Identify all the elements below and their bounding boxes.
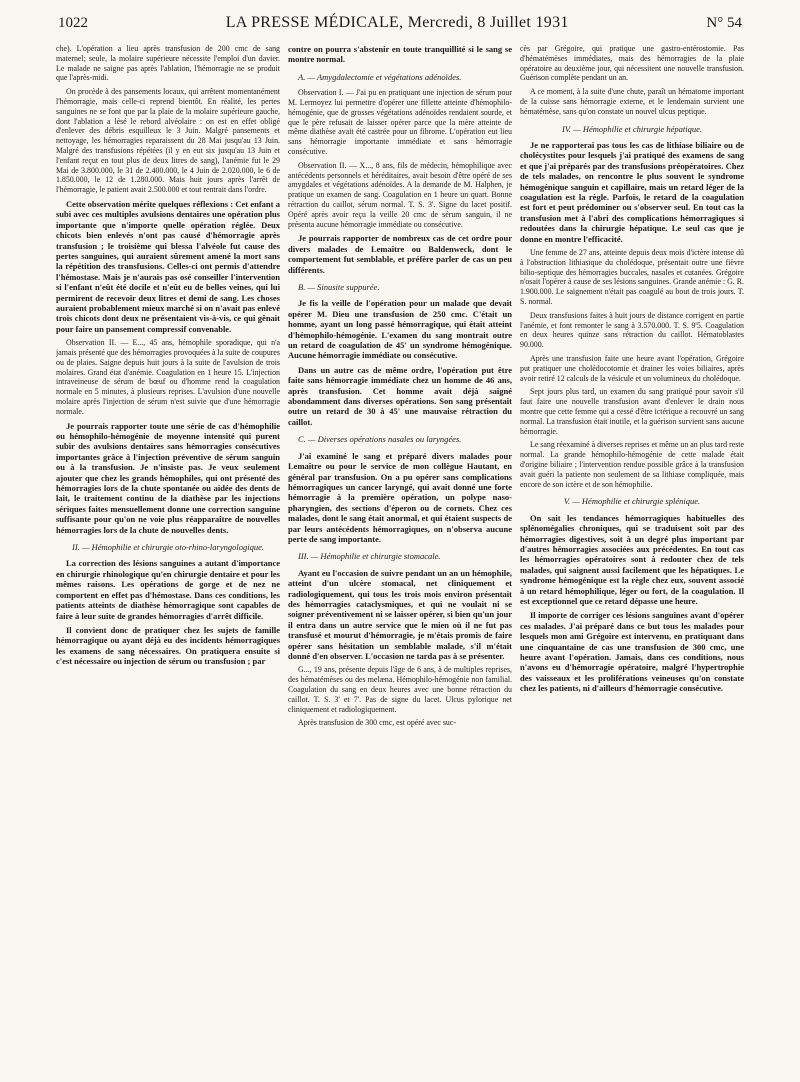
column-left <box>56 44 280 1074</box>
paragraph: cès par Grégoire, qui pratique une gastro-entérostomie. Pas d'hématémèses immédiates, mais des hémorragies de la plaie opératoire au deuxième jour, qui nécessitent une nouvelle transfusion. Guérison complète pendant un an. <box>520 44 744 83</box>
observation: G..., 19 ans, présente depuis l'âge de 6 ans, à de multiples reprises, des hématémèses ou des melæna. Hémophilo-hémogénie non familial. Coagulation du sang en deux heures avec une bonne rétraction du caillot. T. S. 3' et 7'. Pas de signe du lacet. Ulcus pylorique net cliniquement et radiologiquement. <box>288 665 512 714</box>
paragraph: che). L'opération a lieu après transfusion de 200 cmc de sang maternel; seule, la molaire supérieure nécessite l'emploi d'un davier. Le malade ne saigne pas après l'ablation, l'hémorragie ne se produit que l'après-midi. <box>56 44 280 83</box>
section-heading: IV. — Hémophilie et chirurgie hépatique. <box>562 123 702 134</box>
paragraph: On procède à des pansements locaux, qui arrêtent momentanément l'hémorragie, mais celle-ci reprend bientôt. En réalité, les pertes sanguines ne se font que par la plaie de la molaire supérieure gauche, dont l'ablation a lésé le rebord alvéolaire : on est en effet obligé d'enlever des débris esquilleux le 3 Juin. Malgré pansements et nettoyage, les hémorragies reparaissent du 28 Mai jusqu'au 13 Juin. Malgré des transfusions répétées (il y en eut six jusqu'au 13 Juin et l'enfant reçut en tout plus de deux litres de sang), l'anémie fut le 29 Mai de 3.800.000, le 31 de 2.400.000, le 4 Juin de 2.020.000, le 6 de 1.850.000, le 12 de 1.280.000. Mais huit jours après l'arrêt de l'hémorragie, le patient avait 2.500.000 et tout rentrait dans l'ordre. <box>56 87 280 195</box>
paragraph: A ce moment, à la suite d'une chute, paraît un hématome important de la cuisse sans hémorragie externe, et le lendemain survient une hématémèse, sans qu'on constate un nouvel ulcus peptique. <box>520 87 744 116</box>
observation: Observation II. — E..., 45 ans, hémophile sporadique, qui n'a jamais présenté que des hémorragies provoquées à la suite de coupures ou de plaies. Saigne depuis huit jours à la suite de l'avulsion de trois molaires. Grand état d'anémie. Coagulation en 1 heure 15. L'injection intraveineuse de sérum de bœuf ou d'homme rend la coagulation normale en 5 minutes, à plusieurs reprises. L'avulsion d'une nouvelle molaire après l'injection de sérum n'est suivie que d'une hémorragie normale. <box>56 338 280 416</box>
page-header <box>58 14 742 36</box>
section-heading: A. — Amygdalectomie et végétations adénoïdes. <box>298 71 462 82</box>
article-columns <box>56 44 744 1074</box>
observation: Après une transfusion faite une heure avant l'opération, Grégoire put pratiquer une cholédocotomie et drainer les voies biliaires, après avoir retiré 12 calculs de la vésicule et un volumineux du cholédoque. <box>520 354 744 383</box>
paragraph: Il importe de corriger ces lésions sanguines avant d'opérer ces malades. J'ai préparé dans ce but tous les malades pour lesquels mon ami Grégoire est intervenu, en pratiquant dans une cinquantaine de cas une transfusion de 300 cmc, une heure avant l'opération. Jamais, dans ces conditions, nous n'avons eu d'hémorragie opératoire, malgré l'hypertrophie des vaisseaux et les proliférations veineuses qu'on constate chez les patients, ni d'ailleurs d'hémorragie consécutive. <box>520 610 744 694</box>
paragraph: On sait les tendances hémorragiques habituelles des splénomégalies chroniques, qui se traduisent soit par des hémorragies digestives, soit à un degré plus important par d'autres hémorragies associées aux précédentes. En tout cas les hémorragies opératoires sont à redouter chez de tels malades, qui saignent aussi facilement que les hépatiques. Le syndrome hémogénique est la règle chez eux, souvent associé à un retard hémophilique, léger ou fort, de la coagulation. Il est exceptionnel que ce retard dépasse une heure. <box>520 512 744 607</box>
observation: Observation I. — J'ai pu en pratiquant une injection de sérum pour M. Lermoyez lui permettre d'opérer une fillette atteinte d'hémophilo-hémogénie, que de grosses végétations adénoïdes rendaient sourde, et que le père refusait de laisser opérer parce que la mère atteinte de même diathèse avait été castrée pour un fibrome. L'opération eut lieu sans hémorragie importante immédiate et sans hémorragie consécutive. <box>288 88 512 156</box>
paragraph: Cette observation mérite quelques réflexions : Cet enfant a subi avec ces multiples avulsions dentaires une opération plus importante que n'importe quelle opération réglée. Deux chicots bien enlevés n'ont pas causé d'hémorragie après transfusion ; le troisième qui blessa l'alvéole fut cause des pertes sanguines, qui auraient sûrement amené la mort sans la répétition des transfusions. Celles-ci ont permis d'attendre l'hémostase. Mais je n'aurais pas osé conseiller l'intervention si l'enfant n'eût été docile et n'eût eu de belles veines, qui lui permirent de recevoir deux litres et demi de sang. Les choses auraient probablement mieux marché si on n'avait pas enlevé trois chicots dont deux ne présentaient vis-à-vis, ce qui gênait pour faire un pansement compressif convenable. <box>56 198 280 334</box>
column-right <box>520 44 744 1074</box>
issue-number: N° 54 <box>706 15 742 31</box>
paragraph: Après transfusion de 300 cmc, est opéré avec suc- <box>298 718 456 728</box>
section-heading: C. — Diverses opérations nasales ou laryngées. <box>298 434 462 445</box>
paragraph: Je ne rapporterai pas tous les cas de lithiase biliaire ou de cholécystites pour lesquels j'ai pratiqué des examens de sang et que j'ai préparés par des transfusions préopératoires. Chez de tels malades, on rencontre le plus souvent le syndrome hémogénique sanguin et capillaire, mais un retard léger de la coagulation est la règle. Parfois, le retard de la coagulation est fort et peut prédominer ou s'observer seul. En tout cas la transfusion met à l'abri des complications hémorragiques si redoutées dans la chirurgie hépatique. Le seul cas que je donne en montre l'efficacité. <box>520 139 744 244</box>
observation: Sept jours plus tard, un examen du sang pratiqué pour savoir s'il faut faire une nouvelle transfusion avant d'enlever le drain nous montre que cette femme qui a cessé d'être ictérique a recouvré un sang normal. La transfusion était inutile, et la guérison survient sans aucune hémorragie. <box>520 387 744 436</box>
journal-title: LA PRESSE MÉDICALE, Mercredi, 8 Juillet 1931 <box>225 14 569 31</box>
paragraph: Ayant eu l'occasion de suivre pendant un an un hémophile, atteint d'un ulcère stomacal, net cliniquement et radiologiquement, qui tous les trois mois environ présentait des hémorragies cataclysmiques, et qui ne voulait ni se soigner préventivement ni se laisser opérer, si bien qu'un jour il entra dans un autre service que le mien où il ne fut pas transfusé et mourut d'hémorragie, je m'étais promis de faire opérer sans hésitation un semblable malade, s'il m'était donné d'en observer. L'occasion ne tarda pas à se présenter. <box>288 567 512 661</box>
section-heading: B. — Sinusite suppurée. <box>298 282 380 292</box>
paragraph: Dans un autre cas de même ordre, l'opération put être faite sans hémorragie immédiate chez un homme de 46 ans, après transfusion. Cet homme avait déjà saigné abondamment dans diverses opérations. Son sang présentait outre un retard de 30 à 45' une mauvaise rétraction du caillot. <box>288 364 512 427</box>
paragraph: Je pourrais rapporter de nombreux cas de cet ordre pour divers malades de Lemaître ou Baldenweck, dont le comportement fut semblable, et préfère parler de cas un peu différents. <box>288 233 512 275</box>
section-heading: III. — Hémophilie et chirurgie stomacale. <box>298 551 441 562</box>
section-heading: V. — Hémophilie et chirurgie splénique. <box>563 496 701 507</box>
paragraph: contre on pourra s'abstenir en toute tranquillité si le sang se montre normal. <box>288 44 512 65</box>
section-heading: II. — Hémophilie et chirurgie oto-rhino-laryngologique. <box>72 542 264 553</box>
paragraph: J'ai examiné le sang et préparé divers malades pour Lemaître ou pour le service de mon collègue Hautant, en général par transfusion. On a pu opérer sans complications hémorragiques un cancer laryngé, qui avait donné une forte hémorragie à la première opération, un polype naso-pharyngien, des sections d'éperon ou de cornets. Chez ces malades, dont le sang était anormal, et qui étaient suspects de par leurs antécédents hémorragiques, on n'observa aucune perte de sang importante. <box>288 450 512 544</box>
paragraph: Je pourrais rapporter toute une série de cas d'hémophilie ou hémophilo-hémogénie de moyenne intensité qui purent subir des avulsions dentaires sans hémorragies consécutives importantes grâce à l'injection préventive de sérum sanguin ou à la transfusion. Je n'insiste pas. Je veux seulement ajouter que chez les grands hémophiles, qui ont présenté des hémorragies lors de la chute spontanée ou aidée des dents de lait, le traitement continu de la diathèse par les injections sériques faites mensuellement donne une correction sanguine suffisante pour qu'on ne voie plus réapparaître de nouvelles hémorragies lors de la chute de nouvelles dents. <box>56 420 280 535</box>
paragraph: La correction des lésions sanguines a autant d'importance en chirurgie rhinologique qu'en chirurgie dentaire et pour les mêmes raisons. Les opérations de gorge et de nez ne comportent en effet pas d'hémostase. Dans ces conditions, les patients atteints de diathèse hémorragique sont capables de faire à leur suite de grandes hémorragies d'arrêt difficile. <box>56 558 280 621</box>
paragraph: Il convient donc de pratiquer chez les sujets de famille hémorragique ou ayant déjà eu des incidents hémorragiques les examens de sang nécessaires. On pratiquera ensuite si c'est nécessaire ou injection de sérum ou transfusion ; par <box>56 624 280 667</box>
observation: Le sang réexaminé à diverses reprises et même un an plus tard reste normal. La grande hémophilo-hémogénie de cette malade était d'origine biliaire ; l'intervention rendue possible grâce à la transfusion avait guéri la patiente non seulement de sa lithiase compliquée, mais encore de son ictère et de son hémophilie. <box>520 440 744 489</box>
observation: Deux transfusions faites à huit jours de distance corrigent en partie l'anémie, et font remonter le sang à 3.570.000. T. S. 9'5. Coagulation en deux heures quinze sans rétraction du caillot. Hématoblastes 90.000. <box>520 310 744 350</box>
observation: Une femme de 27 ans, atteinte depuis deux mois d'ictère intense dû à l'obstruction lithiasique du cholédoque, présentait outre une fièvre bilio-septique des hémorragies buccales, nasales et cutanées. Grégoire n'osait l'opérer à cause de ses lésions sanguines. Grande anémie : G. R. 1.900.000. Le saignement n'était pas coagulé au bout de trois jours. T. S. normal. <box>520 248 744 307</box>
observation: Observation II. — X..., 8 ans, fils de médecin, hémophilique avec antécédents personnels et héréditaires, avait besoin d'être opéré de ses amygdales et végétations adénoïdes. A la demande de M. Halphen, je pratique un examen de sang. Coagulation en 1 heure un quart. Bonne rétraction du caillot, sérum normal. T. S. 3'. Signe du lacet positif. Opéré après avoir reçu la veille 20 cmc de sérum sanguin, il ne présenta aucune hémorragie immédiate ou consécutive. <box>288 160 512 229</box>
page-number: 1022 <box>58 15 88 31</box>
column-middle <box>288 44 512 1074</box>
paragraph: Je fis la veille de l'opération pour un malade que devait opérer M. Dieu une transfusion de 250 cmc. C'était un homme, ayant un long passé hémorragique, qui était atteint d'hémophilo-hémogénie. L'examen du sang montrait outre un retard de coagulation de 45' un syndrome hémogénique. Aucune hémorragie immédiate ou consécutive. <box>288 298 512 361</box>
